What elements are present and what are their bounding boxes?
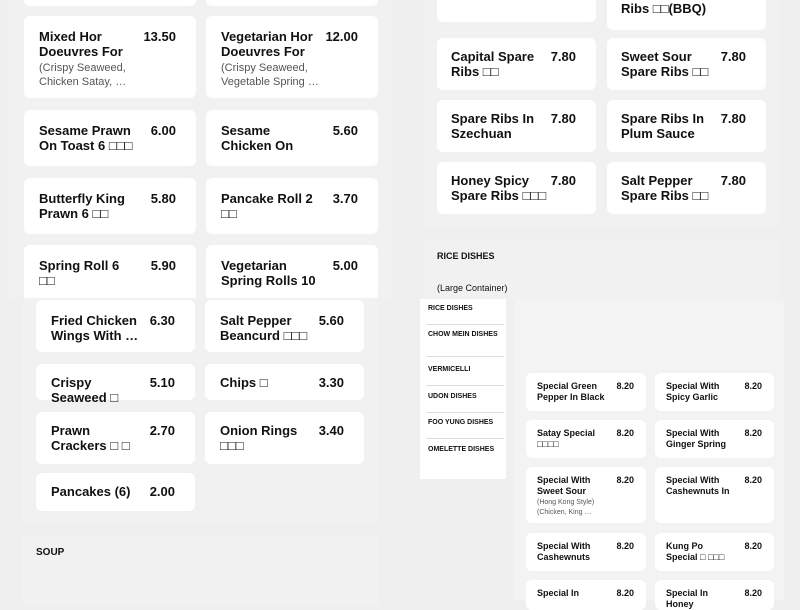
menu-item-name: Satay Special □□□□ [537,428,596,449]
menu-item-card[interactable] [36,412,195,464]
menu-item-price: 3.30 [318,375,344,390]
menu-item-card[interactable] [206,110,378,166]
menu-item-name: Sesame Chicken On [221,123,294,153]
menu-item-card[interactable] [526,580,646,610]
menu-item-card[interactable] [24,110,196,166]
menu-item-card[interactable] [655,580,774,610]
menu-item-price: 8.20 [616,475,634,485]
menu-item-name: Capital Spare Ribs □□ [451,49,535,79]
menu-item-card[interactable] [36,364,195,405]
nav-divider [426,324,504,325]
menu-item-card[interactable] [526,420,646,458]
menu-item-price: 7.80 [550,173,576,188]
rice-title: RICE DISHES [437,251,495,261]
menu-item-price: 8.20 [744,428,762,438]
menu-item-name: Salt Pepper Spare Ribs □□ [621,173,709,203]
menu-item-price: 7.80 [720,111,746,126]
menu-item-name: Spare Ribs In Szechuan [451,111,535,141]
nav-item-chow-mein-dishes[interactable]: CHOW MEIN DISHES [428,331,498,338]
menu-item-card[interactable] [205,300,364,352]
menu-item-price: 2.00 [149,484,175,499]
menu-item-name: Salt Pepper Beancurd □□□ [220,313,308,343]
menu-item-card[interactable] [206,0,378,6]
menu-item-card[interactable] [655,467,774,523]
menu-item-name: Special With Spicy Garlic [666,381,720,402]
menu-item-price: 5.80 [150,191,176,206]
menu-item-card[interactable] [24,245,196,301]
nav-item-udon-dishes[interactable]: UDON DISHES [428,393,477,400]
menu-item-price: 8.20 [616,541,634,551]
menu-item-name: Spring Roll 6 □□ [39,258,120,288]
menu-item-name: Sesame Prawn On Toast 6 □□□ [39,123,133,153]
menu-item-card[interactable] [206,16,378,98]
soup-panel [22,536,378,606]
menu-item-price: 7.80 [720,49,746,64]
menu-item-name: Special In [537,588,580,598]
nav-item-foo-yung-dishes[interactable]: FOO YUNG DISHES [428,419,494,426]
menu-item-price: 7.80 [550,49,576,64]
menu-item-card[interactable] [437,162,596,214]
menu-item-card[interactable] [205,364,364,400]
menu-item-name: Honey Spicy Spare Ribs □□□ [451,173,547,203]
menu-item-name: Onion Rings □□□ [220,423,298,453]
menu-item-price: 8.20 [616,381,634,391]
nav-item-vermicelli[interactable]: VERMICELLI [428,366,471,373]
menu-item-card[interactable] [24,16,196,98]
menu-item-name: Crispy Seaweed □ [51,375,119,405]
soup-title: SOUP [36,547,65,558]
menu-item-card[interactable] [437,38,596,90]
menu-item-price: 5.90 [150,258,176,273]
menu-item-name: Ribs □□(BBQ) [621,1,707,16]
menu-item-price: 8.20 [616,588,634,598]
menu-item-name: Spare Ribs In Plum Sauce [621,111,705,141]
menu-item-card[interactable] [526,373,646,411]
menu-item-card[interactable] [655,373,774,411]
nav-divider [426,356,504,357]
menu-item-price: 5.10 [149,375,175,390]
menu-item-card[interactable] [607,162,766,214]
menu-item-price: 13.50 [143,29,176,44]
menu-item-card[interactable] [36,300,195,352]
menu-item-name: Sweet Sour Spare Ribs □□ [621,49,709,79]
menu-item-price: 8.20 [744,588,762,598]
menu-item-name: Kung Po Special □ □□□ [666,541,725,562]
menu-item-description: (Crispy Seaweed, Chicken Satay, … [39,62,127,88]
menu-item-price: 6.00 [150,123,176,138]
menu-item-name: Special With Ginger Spring [666,428,727,449]
menu-item-card[interactable] [24,178,196,234]
menu-item-price: 3.40 [318,423,344,438]
menu-item-card[interactable] [437,0,596,22]
menu-item-card[interactable] [607,38,766,90]
menu-item-description: (Hong Kong Style) (Chicken, King … [537,499,595,516]
menu-item-description: (Crispy Seaweed, Vegetable Spring … [221,62,319,88]
menu-item-price: 7.80 [550,111,576,126]
rice-subtitle: (Large Container) [437,283,508,293]
menu-item-name: Special With Cashewnuts [537,541,591,562]
menu-item-price: 5.60 [332,123,358,138]
menu-item-price: 8.20 [616,428,634,438]
menu-item-price: 7.80 [720,173,746,188]
menu-item-name: Fried Chicken Wings With … [51,313,139,343]
menu-item-card[interactable] [607,0,766,30]
menu-item-card[interactable] [655,420,774,458]
nav-divider [426,385,504,386]
menu-item-name: Prawn Crackers □ □ [51,423,130,453]
menu-item-name: Vegetarian Hor Doeuvres For [221,29,313,59]
menu-item-card[interactable] [205,412,364,464]
menu-item-card[interactable] [36,473,195,511]
menu-item-name: Special With Cashewnuts In [666,475,730,496]
menu-item-price: 5.00 [332,258,358,273]
menu-item-name: Vegetarian Spring Rolls 10 [221,258,316,288]
menu-item-name: Special In Honey [666,588,709,609]
menu-item-name: Chips □ [220,375,268,390]
menu-item-name: Butterfly King Prawn 6 □□ [39,191,125,221]
menu-item-card[interactable] [655,533,774,571]
menu-item-card[interactable] [437,100,596,152]
menu-item-price: 2.70 [149,423,175,438]
menu-item-card[interactable] [526,467,646,523]
menu-item-name: Special Green Pepper In Black [537,381,605,402]
nav-divider [426,412,504,413]
menu-item-name: Pancakes (6) [51,484,131,499]
nav-item-omelette-dishes[interactable]: OMELETTE DISHES [428,446,495,453]
menu-item-price: 8.20 [744,475,762,485]
menu-item-price: 12.00 [325,29,358,44]
menu-item-name: Pancake Roll 2 □□ [221,191,313,221]
nav-item-rice-dishes[interactable]: RICE DISHES [428,305,473,312]
menu-item-card[interactable] [24,0,196,6]
menu-item-card[interactable] [607,100,766,152]
menu-item-card[interactable] [206,245,378,301]
menu-item-card[interactable] [206,178,378,234]
menu-item-price: 8.20 [744,541,762,551]
menu-item-price: 6.30 [149,313,175,328]
menu-item-price: 3.70 [332,191,358,206]
menu-item-name: Special With Sweet Sour [537,475,591,496]
nav-divider [426,438,504,439]
menu-item-card[interactable] [526,533,646,571]
menu-item-price: 8.20 [744,381,762,391]
menu-item-price: 5.60 [318,313,344,328]
category-nav [420,299,506,479]
menu-item-name: Mixed Hor Doeuvres For [39,29,123,59]
